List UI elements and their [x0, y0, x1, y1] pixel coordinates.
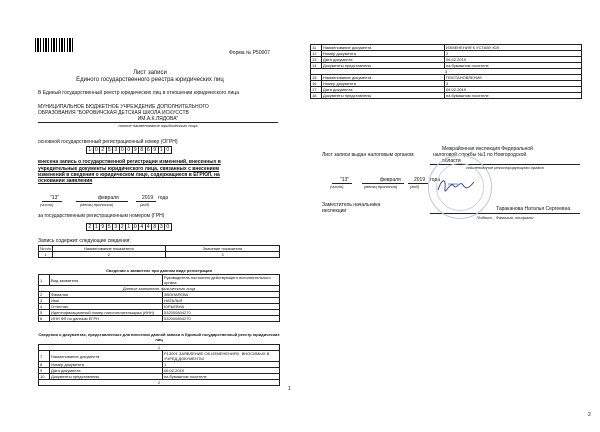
ogrn-digit: 0 [94, 146, 98, 153]
cell-num: 17 [311, 87, 322, 93]
ogrn-digit: 3 [114, 146, 118, 153]
cell-name: Документы представлены [50, 374, 163, 380]
ogrn-digit: 0 [166, 146, 170, 153]
col-name-header: Наименование показателя [52, 246, 165, 252]
group-number: 1 [39, 345, 280, 351]
cell-name: Фамилия [50, 292, 163, 298]
ogrn-cells [86, 146, 172, 154]
cell-name: Отчество [50, 304, 163, 310]
cell-value: ИЗМЕНЕНИЯ К УСТАВУ ЮЛ [445, 45, 582, 51]
entry-text-2: учредительные документы юридического лица, связанных с внесением [38, 166, 220, 172]
date2-month: февраля [380, 177, 401, 183]
col-value-header: Значение показателя [165, 246, 279, 252]
grn-digit: 0 [133, 223, 137, 230]
ogrn-digit: 0 [127, 146, 131, 153]
col-value-index: 3 [165, 252, 279, 258]
col-num-header: № п/п [40, 246, 51, 251]
cell-num: 8 [39, 362, 50, 368]
cell-value: 532000804270 [163, 316, 280, 322]
cell-num: 4 [39, 304, 50, 310]
group-number: 2 [39, 380, 280, 386]
cell-num: 2 [39, 292, 50, 298]
cell-num: 13 [311, 57, 322, 63]
col-name-index: 2 [52, 252, 165, 258]
table-row [39, 351, 280, 362]
subgroup-title: Данные заявителя, физического лица [39, 286, 280, 292]
cell-value: Руководитель постоянно действующего исполнительного органа [163, 275, 280, 286]
grn-digit: 3 [114, 223, 118, 230]
grn-digit: 2 [88, 223, 92, 230]
grn-digit: 2 [120, 223, 124, 230]
record-contains: Запись содержит следующие сведения: [38, 238, 131, 244]
cell-value: 06.02.2019 [445, 87, 582, 93]
cell-num: 16 [311, 81, 322, 87]
date1-cap-day: (число) [40, 202, 54, 207]
cell-name: Номер документа [322, 81, 445, 87]
cell-num: 18 [311, 93, 322, 99]
date1-cap-year: (год) [140, 202, 150, 207]
issued-caption: наименование регистрирующего органа [466, 165, 544, 170]
form-number: Форма № Р50007 [229, 50, 270, 56]
cell-name: Имя [50, 298, 163, 304]
cell-num: 9 [39, 368, 50, 374]
signer-caption: Подпись , Фамилия, инициалы [476, 215, 534, 220]
table-row [311, 93, 582, 99]
cell-name: Документы представлены [322, 63, 445, 69]
deputy-line2: инспекции [322, 208, 347, 214]
cell-name: Номер документа [322, 51, 445, 57]
cell-num: 14 [311, 63, 322, 69]
grn-digit: 4 [140, 223, 144, 230]
date2-cap-year: (год) [410, 184, 420, 189]
cell-value: ПОСТАНОВЛЕНИЕ [445, 75, 582, 81]
ogrn-digit: 5 [107, 146, 111, 153]
page2-number: 2 [588, 412, 591, 418]
table-row [39, 316, 280, 322]
cell-num: 15 [311, 75, 322, 81]
date2-cap-month: (месяц прописью) [364, 184, 398, 189]
ogrn-digit: 8 [140, 146, 144, 153]
cell-name: Дата документа [322, 57, 445, 63]
ogrn-digit: 1 [159, 146, 163, 153]
cell-value: 2 [445, 51, 582, 57]
date2-day: "13" [340, 177, 350, 183]
grn-digit: 4 [146, 223, 150, 230]
cell-value: 532000804270 [163, 310, 280, 316]
cell-value: 06.02.2019 [445, 57, 582, 63]
ogrn-label: основной государственный регистрационный номер (ОГРН) [38, 139, 178, 145]
date1-year-suffix: года [158, 195, 169, 201]
cell-name: Номер документа [50, 362, 163, 368]
deputy-line1: Заместитель начальника [322, 202, 381, 208]
issued-line1: Межрайонная инспекция Федеральной [442, 146, 533, 152]
docs-table-page1 [38, 344, 280, 386]
cell-num: 3 [39, 298, 50, 304]
cell-value: на бумажном носителе [163, 374, 280, 380]
ogrn-digit: 2 [101, 146, 105, 153]
date2-cap-day: (число) [330, 184, 344, 189]
grn-cells [86, 223, 172, 231]
ogrn-digit: 0 [120, 146, 124, 153]
doc-subtitle: Единого государственного реестра юридических лиц [76, 77, 224, 83]
cell-value: НАТАЛЬЯ [163, 298, 280, 304]
cell-name: Дата документа [50, 368, 163, 374]
grn-digit: 5 [107, 223, 111, 230]
cell-value: ЮРЬЕВНА [163, 304, 280, 310]
docs-table-page2 [310, 44, 582, 99]
date2-year-suffix: года [430, 177, 441, 183]
cell-name: Вид заявителя [50, 275, 163, 286]
intro-text: В Единый государственный реестр юридических лиц в отношении юридического лица [38, 90, 239, 96]
issued-line2: налоговой службы №1 по Новгородской [433, 152, 527, 158]
date1-cap-month: (месяц прописью) [80, 202, 114, 207]
cell-num: 11 [311, 45, 322, 51]
grn-label: за государственным регистрационным номером (ГРН) [38, 213, 165, 219]
grn-digit: 3 [159, 223, 163, 230]
section-applicant: Сведения о заявителе при данном виде регистрации [106, 268, 212, 273]
cell-value: 06.02.2019 [163, 368, 280, 374]
table-row [39, 275, 280, 286]
cell-num: 10 [39, 374, 50, 380]
cell-value: Р13001 ЗАЯВЛЕНИЕ ОБ ИЗМЕНЕНИЯХ, ВНОСИМЫХ В УЧРЕД.ДОКУМЕНТЫ [163, 351, 280, 362]
cell-name: Документы представлены [322, 93, 445, 99]
section-docs: Сведения о документах, представленных для внесения данной записи в Единый государственный реестр юридических лиц [38, 332, 280, 342]
org-caption: полное наименование юридического лица [118, 123, 198, 128]
grn-digit: 1 [127, 223, 131, 230]
cell-value: ЗВОНАРЕВА [163, 292, 280, 298]
col-num-index: 1 [39, 252, 53, 258]
cell-num: 7 [39, 351, 50, 362]
main-table-header [38, 245, 280, 258]
cell-value: 3 [445, 81, 582, 87]
issued-line3: области [442, 158, 461, 164]
cell-name: Наименование документа [322, 45, 445, 51]
cell-value: 1 [163, 362, 280, 368]
date1-year: 2019 [142, 195, 154, 201]
handwritten-signature [436, 176, 476, 194]
entry-text-1: внесена запись о государственной регистрации изменений, внесенных в [38, 159, 221, 165]
cell-value: на бумажном носителе [445, 63, 582, 69]
applicant-table [38, 274, 280, 322]
cell-num: 1 [39, 275, 50, 286]
ogrn-digit: 9 [153, 146, 157, 153]
cell-name: Дата документа [322, 87, 445, 93]
cell-num: 6 [39, 316, 50, 322]
issued-prefix: Лист записи выдан налоговым органом [322, 152, 414, 158]
barcode-image [35, 38, 75, 52]
ogrn-digit: 1 [88, 146, 92, 153]
org-name-line3: ИМ.А.К.ЛЯДОВА" [137, 116, 179, 122]
table-row [39, 380, 280, 386]
grn-digit: 9 [101, 223, 105, 230]
cell-name: Идентификационный номер налогоплательщика (ИНН) [50, 310, 163, 316]
ogrn-digit: 9 [133, 146, 137, 153]
cell-name: Наименование документа [322, 75, 445, 81]
org-name-line1: МУНИЦИПАЛЬНОЕ БЮДЖЕТНОЕ УЧРЕЖДЕНИЕ ДОПОЛНИТЕЛЬНОГО [38, 104, 209, 110]
entry-text-3: изменений в сведения о юридическом лице, содержащиеся в ЕГРЮЛ, на [38, 172, 220, 178]
cell-value: на бумажном носителе [445, 93, 582, 99]
org-name-line2: ОБРАЗОВАНИЯ "БОРОВИЧСКАЯ ДЕТСКАЯ ШКОЛА ИСКУССТВ [38, 110, 189, 116]
page1-number: 1 [288, 386, 291, 392]
cell-name: Наименование документа [50, 351, 163, 362]
entry-text-4: основании заявления [38, 178, 93, 184]
grn-digit: 0 [166, 223, 170, 230]
date2-year: 2019 [414, 177, 426, 183]
cell-num: 12 [311, 51, 322, 57]
date1-month: февраля [98, 195, 119, 201]
grn-digit: 8 [153, 223, 157, 230]
group-number: 3 [311, 69, 582, 75]
doc-title: Лист записи [133, 70, 167, 76]
cell-num: 5 [39, 310, 50, 316]
signer-name: Тараканова Наталья Сергеевна [496, 206, 571, 212]
grn-digit: 1 [94, 223, 98, 230]
date1-day: "13" [50, 195, 60, 201]
ogrn-digit: 6 [146, 146, 150, 153]
cell-name: ИНН ФЛ по данным ЕГРН [50, 316, 163, 322]
